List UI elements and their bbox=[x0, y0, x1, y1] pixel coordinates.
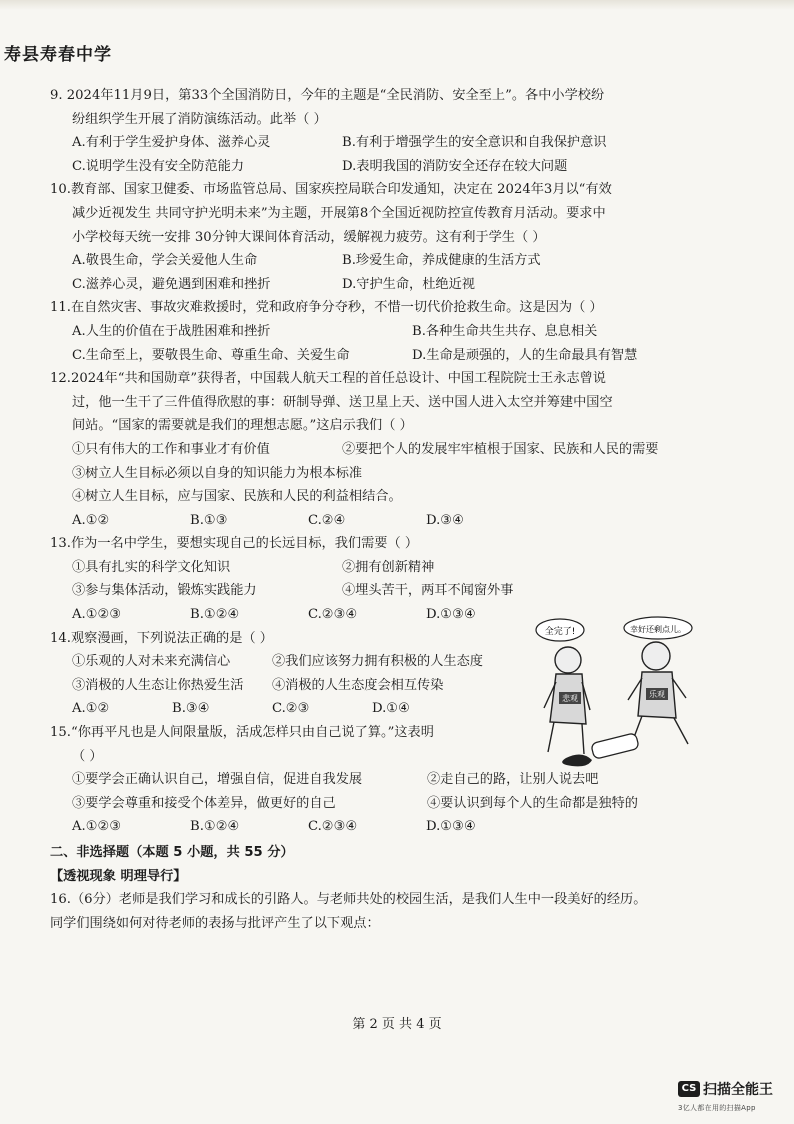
q13-statement-1: ①具有扎实的科学文化知识 bbox=[72, 559, 231, 575]
q10-option-a: A.敬畏生命，学会关爱他人生命 bbox=[72, 253, 258, 269]
q11-options-row-2 bbox=[50, 344, 722, 368]
q15-line-1: 15.“你再平凡也是人间限量版，活成怎样只由自己说了算。”这表明 bbox=[50, 725, 434, 741]
q9-line-1: 9. 2024年11月9日，第33个全国消防日，今年的主题是“全民消防、安全至上”。各中小学校纷 bbox=[50, 88, 605, 103]
q9-option-b: B.有利于增强学生的安全意识和自我保护意识 bbox=[342, 135, 607, 151]
section-2-subtitle: 【透视现象 明理导行】 bbox=[50, 868, 187, 884]
q14-cartoon-image bbox=[526, 612, 706, 772]
question-content bbox=[50, 84, 722, 935]
q13-option-a: A.①②③ bbox=[72, 607, 122, 623]
q15-statements-row-2 bbox=[50, 792, 722, 816]
q11-option-c: C.生命至上，要敬畏生命、尊重生命、关爱生命 bbox=[72, 347, 350, 363]
q16-line-2: 同学们围绕如何对待老师的表扬与批评产生了以下观点： bbox=[50, 915, 380, 931]
q15-option-b: B.①②④ bbox=[190, 819, 240, 835]
q13-statements-row-1 bbox=[50, 556, 722, 580]
q14-statement-3: ③消极的人生态让你热爱生活 bbox=[72, 677, 244, 693]
scanner-watermark bbox=[678, 1078, 788, 1113]
q12-statement-4: ④树立人生目标，应与国家、民族和人民的利益相结合。 bbox=[72, 489, 402, 505]
q13-statements-row-2 bbox=[50, 579, 722, 603]
bubble-right-text: 幸好还剩点儿。 bbox=[630, 625, 686, 634]
top-edge bbox=[0, 0, 794, 10]
q12-option-d: D.③④ bbox=[426, 512, 464, 528]
bubble-left-text: 全完了! bbox=[544, 627, 576, 637]
q12-statement-3: ③树立人生目标必须以自身的知识能力为根本标准 bbox=[72, 465, 363, 481]
q15-option-a: A.①②③ bbox=[72, 819, 122, 835]
q14-option-a: A.①② bbox=[72, 701, 110, 717]
q14-option-c: C.②③ bbox=[272, 701, 310, 717]
q12-option-a: A.①② bbox=[72, 512, 110, 528]
q13-option-c: C.②③④ bbox=[308, 607, 358, 623]
q14-option-b: B.③④ bbox=[172, 701, 210, 717]
q14-option-d: D.①④ bbox=[372, 701, 410, 717]
page-number: 第 2 页 共 4 页 bbox=[352, 1017, 442, 1032]
q10-line-1: 10.教育部、国家卫健委、市场监管总局、国家疾控局联合印发通知，决定在 2024年3月以“有效 bbox=[50, 182, 612, 198]
q11-option-d: D.生命是顽强的，人的生命最具有智慧 bbox=[412, 347, 638, 363]
section-2-title: 二、非选择题（本题 5 小题，共 55 分） bbox=[50, 845, 294, 860]
q15-option-d: D.①③④ bbox=[426, 819, 476, 835]
q14-statement-4: ④消极的人生态度会相互传染 bbox=[272, 677, 444, 693]
q15-statement-4: ④要认识到每个人的生命都是独特的 bbox=[427, 795, 638, 811]
q10-option-d: D.守护生命，杜绝近视 bbox=[342, 276, 475, 292]
q15-statement-1: ①要学会正确认识自己，增强自信，促进自我发展 bbox=[72, 772, 363, 788]
q11-option-b: B.各种生命共生共存、息息相关 bbox=[412, 323, 598, 339]
q15-statement-3: ③要学会尊重和接受个体差异，做更好的自己 bbox=[72, 795, 336, 811]
q10-option-c: C.滋养心灵，避免遇到困难和挫折 bbox=[72, 276, 271, 292]
q12-line-2: 过，他一生干了三件值得欣慰的事：研制导弹、送卫星上天、送中国人进入太空并筹建中国空 bbox=[72, 394, 613, 410]
q14-statement-1: ①乐观的人对未来充满信心 bbox=[72, 654, 231, 670]
q15-statement-2: ②走自己的路，让别人说去吧 bbox=[427, 772, 599, 788]
q10-options-row-2 bbox=[50, 273, 722, 297]
q12-option-c: C.②④ bbox=[308, 512, 346, 528]
shirt-right-text: 乐观 bbox=[649, 690, 665, 699]
scanner-tagline: 3亿人都在用的扫描App bbox=[678, 1103, 756, 1112]
scanner-logo-icon: CS bbox=[678, 1081, 700, 1097]
q12-options-row bbox=[50, 509, 722, 533]
q12-statement-2: ②要把个人的发展牢牢植根于国家、民族和人民的需要 bbox=[342, 441, 659, 457]
q9-line-2: 纷组织学生开展了消防演练活动。此举（ ） bbox=[72, 111, 327, 127]
q12-line-1: 12.2024年“共和国勋章”获得者，中国载人航天工程的首任总设计、中国工程院院士王永志曾说 bbox=[50, 371, 606, 387]
q13-statement-4: ④埋头苦干，两耳不闻窗外事 bbox=[342, 583, 514, 599]
q13-option-b: B.①②④ bbox=[190, 607, 240, 623]
q16-line-1: 16.（6分）老师是我们学习和成长的引路人。与老师共处的校园生活，是我们人生中一段美好的经历。 bbox=[50, 892, 647, 908]
q10-line-2: 减少近视发生 共同守护光明未来”为主题，开展第8个全国近视防控宣传教育月活动。要求中 bbox=[72, 205, 606, 221]
q14-line-1: 14.观察漫画，下列说法正确的是（ ） bbox=[50, 630, 273, 646]
q13-option-d: D.①③④ bbox=[426, 607, 476, 623]
q9-options-row-1 bbox=[50, 131, 722, 155]
q9-options-row-2 bbox=[50, 155, 722, 179]
spilled-bottle bbox=[562, 733, 639, 767]
q9-option-d: D.表明我国的消防安全还存在较大问题 bbox=[342, 158, 568, 174]
q10-option-b: B.珍爱生命，养成健康的生活方式 bbox=[342, 253, 541, 269]
q10-options-row-1 bbox=[50, 249, 722, 273]
shirt-left-text: 悲观 bbox=[562, 694, 578, 703]
school-name: 寿县寿春中学 bbox=[4, 45, 112, 65]
q9-option-c: C.说明学生没有安全防范能力 bbox=[72, 158, 245, 174]
q14-statement-2: ②我们应该努力拥有积极的人生态度 bbox=[272, 654, 483, 670]
q12-line-3: 间站。“国家的需要就是我们的理想志愿。”这启示我们（ ） bbox=[72, 418, 413, 434]
q11-option-a: A.人生的价值在于战胜困难和挫折 bbox=[72, 323, 271, 339]
q10-line-3: 小学校每天统一安排 30分钟大课间体育活动，缓解视力疲劳。这有利于学生（ ） bbox=[72, 229, 546, 245]
q13-statement-3: ③参与集体活动，锻炼实践能力 bbox=[72, 583, 257, 599]
scanner-app-name: 扫描全能王 bbox=[703, 1081, 773, 1098]
q13-line-1: 13.作为一名中学生，要想实现自己的长远目标，我们需要（ ） bbox=[50, 536, 419, 552]
q15-options-row bbox=[50, 815, 722, 839]
q11-options-row-1 bbox=[50, 320, 722, 344]
q12-statement-1: ①只有伟大的工作和事业才有价值 bbox=[72, 441, 270, 457]
q15-line-2: （ ） bbox=[72, 748, 103, 764]
q12-statements-row-1 bbox=[50, 438, 722, 462]
q12-option-b: B.①③ bbox=[190, 512, 228, 528]
q13-statement-2: ②拥有创新精神 bbox=[342, 559, 435, 575]
q11-line-1: 11.在自然灾害、事故灾难救援时，党和政府争分夺秒，不惜一切代价抢救生命。这是因为（ ） bbox=[50, 300, 603, 316]
q15-option-c: C.②③④ bbox=[308, 819, 358, 835]
q9-option-a: A.有利于学生爱护身体、滋养心灵 bbox=[72, 135, 271, 151]
